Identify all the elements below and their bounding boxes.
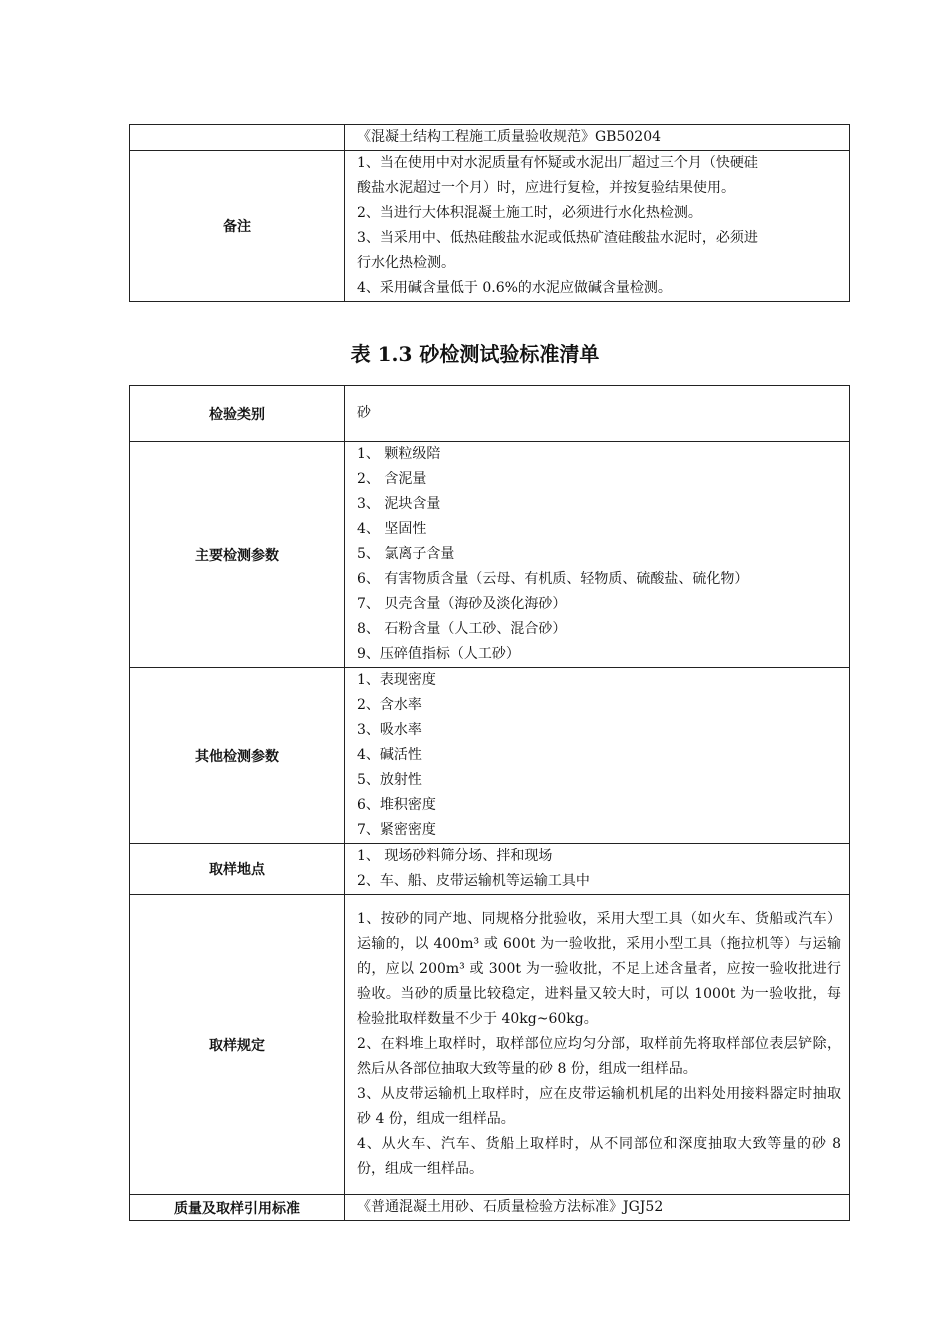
content-paragraph: 3、从皮带运输机上取样时，应在皮带运输机机尾的出料处用接料器定时抽取砂 4 份，组成一组样品。: [357, 1086, 841, 1127]
content-line: 2、车、船、皮带运输机等运输工具中: [357, 873, 590, 889]
content-line: 《普通混凝土用砂、石质量检验方法标准》JGJ52: [357, 1199, 664, 1215]
row-label: 主要检测参数: [130, 442, 345, 668]
content-line: 3、吸水率: [357, 722, 422, 738]
content-line: 8、 石粉含量（人工砂、混合砂）: [357, 621, 567, 637]
row-content: [345, 442, 850, 668]
row-content: [345, 1195, 850, 1221]
table-row: [130, 442, 850, 668]
content-line: 5、 氯离子含量: [357, 546, 455, 562]
cement-standards-table-continued: [129, 124, 850, 302]
content-line: 4、碱活性: [357, 747, 422, 763]
row-content: [345, 668, 850, 844]
table-row: [130, 125, 850, 151]
row-content: [345, 844, 850, 895]
table-row: [130, 151, 850, 302]
sand-standards-table: [129, 385, 850, 1221]
table-row: [130, 895, 850, 1195]
row-content: [345, 895, 850, 1195]
content-paragraph: 2、在料堆上取样时，取样部位应均匀分部，取样前先将取样部位表层铲除，然后从各部位抽取大致等量的砂 8 份，组成一组样品。: [357, 1036, 841, 1077]
row-label: 取样规定: [130, 895, 345, 1195]
content-line: 7、紧密密度: [357, 822, 436, 838]
content-line: 《混凝土结构工程施工质量验收规范》GB50204: [357, 129, 662, 145]
row-label: 备注: [130, 151, 345, 302]
content-line: 2、含水率: [357, 697, 422, 713]
content-line: 酸盐水泥超过一个月）时，应进行复检，并按复验结果使用。: [357, 180, 735, 196]
table-row: [130, 844, 850, 895]
content-line: 3、 泥块含量: [357, 496, 441, 512]
table-row: [130, 668, 850, 844]
table-row: [130, 1195, 850, 1221]
content-line: 4、 坚固性: [357, 521, 427, 537]
content-paragraph: 4、从火车、汽车、货船上取样时，从不同部位和深度抽取大致等量的砂 8 份，组成一组样品。: [357, 1136, 841, 1177]
content-line: 行水化热检测。: [357, 255, 455, 271]
row-content: [345, 125, 850, 151]
row-content: [345, 151, 850, 302]
row-label: 检验类别: [130, 386, 345, 442]
content-line: 6、堆积密度: [357, 797, 436, 813]
row-label: 质量及取样引用标准: [130, 1195, 345, 1221]
content-line: 4、采用碱含量低于 0.6%的水泥应做碱含量检测。: [357, 280, 672, 296]
content-line: 3、当采用中、低热硅酸盐水泥或低热矿渣硅酸盐水泥时，必须进: [357, 230, 758, 246]
row-label: [130, 125, 345, 151]
row-content: [345, 386, 850, 442]
table-row: [130, 386, 850, 442]
content-line: 5、放射性: [357, 772, 422, 788]
table-title: 表 1.3 砂检测试验标准清单: [350, 342, 600, 366]
content-line: 2、当进行大体积混凝土施工时，必须进行水化热检测。: [357, 205, 702, 221]
content-line: 9、压碎值指标（人工砂）: [357, 646, 520, 662]
content-paragraph: 1、按砂的同产地、同规格分批验收，采用大型工具（如火车、货船或汽车）运输的，以 400m³ 或 600t 为一验收批，采用小型工具（拖拉机等）与运输的，应以 200m³ 或 300t 为一验收批，不足上述含量者，应按一验收批进行验收。当砂的质量比较稳定，进料量又较大时，可以 1000t 为一验收批，每检验批取样数量不少于 40kg~60kg。: [357, 911, 841, 1027]
content-line: 砂: [357, 405, 371, 421]
content-line: 1、 现场砂料筛分场、拌和现场: [357, 848, 553, 864]
content-line: 7、 贝壳含量（海砂及淡化海砂）: [357, 596, 567, 612]
row-label: 取样地点: [130, 844, 345, 895]
content-line: 6、 有害物质含量（云母、有机质、轻物质、硫酸盐、硫化物）: [357, 571, 749, 587]
content-line: 1、当在使用中对水泥质量有怀疑或水泥出厂超过三个月（快硬硅: [357, 155, 758, 171]
row-label: 其他检测参数: [130, 668, 345, 844]
content-line: 2、 含泥量: [357, 471, 427, 487]
content-line: 1、 颗粒级陪: [357, 446, 441, 462]
content-line: 1、表现密度: [357, 672, 436, 688]
